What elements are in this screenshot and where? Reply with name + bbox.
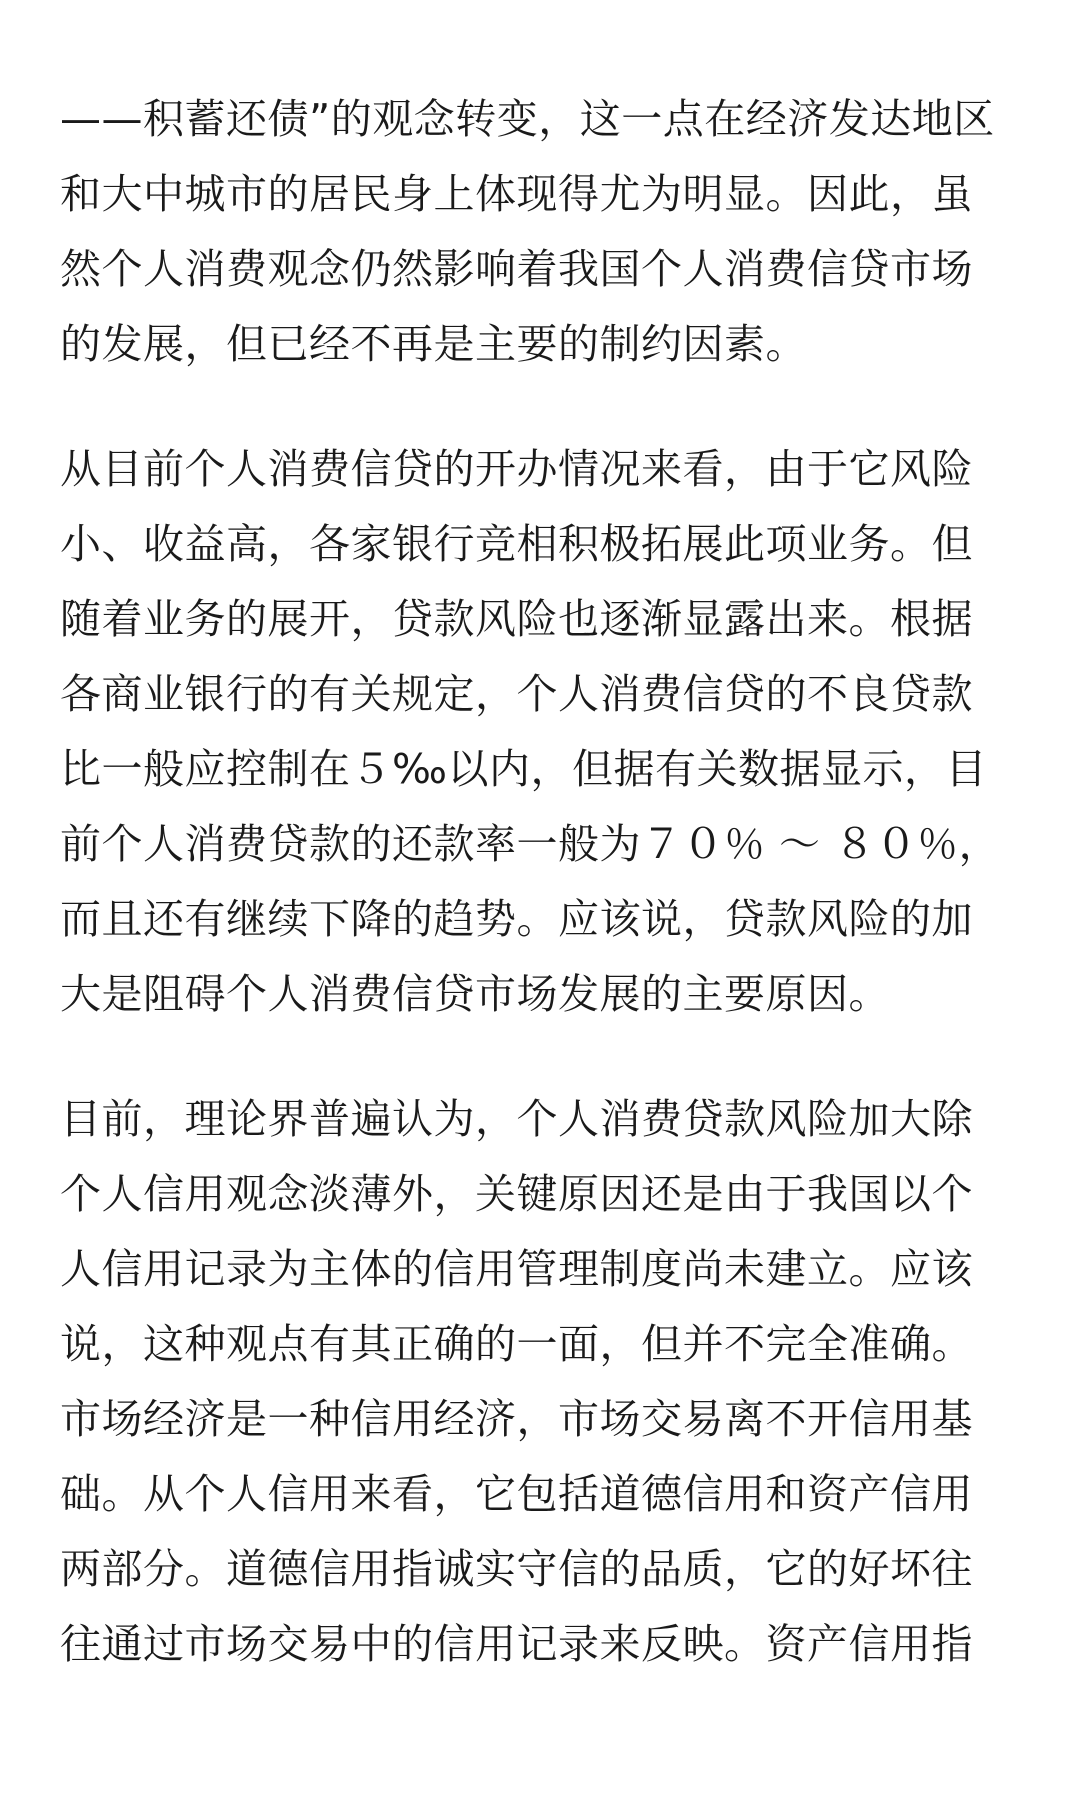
text-line: 前个人消费贷款的还款率一般为７０％ ～ ８０％， bbox=[60, 820, 1001, 868]
text-line: ——积蓄还债”的观念转变，这一点在经济发达地区 bbox=[60, 95, 995, 143]
text-line: 说，这种观点有其正确的一面，但并不完全准确。 bbox=[60, 1320, 973, 1368]
text-line: 和大中城市的居民身上体现得尤为明显。因此，虽 bbox=[60, 170, 973, 218]
text-line: 目前，理论界普遍认为，个人消费贷款风险加大除 bbox=[60, 1095, 973, 1143]
text-line: 比一般应控制在５‰以内，但据有关数据显示，目 bbox=[60, 745, 988, 793]
text-line: 大是阻碍个人消费信贷市场发展的主要原因。 bbox=[60, 970, 890, 1018]
text-line: 随着业务的展开，贷款风险也逐渐显露出来。根据 bbox=[60, 595, 973, 643]
text-line: 小、收益高，各家银行竞相积极拓展此项业务。但 bbox=[60, 520, 973, 568]
text-line: 人信用记录为主体的信用管理制度尚未建立。应该 bbox=[60, 1245, 973, 1293]
paragraph-3 bbox=[60, 1082, 1030, 1682]
text-line: 础。从个人信用来看，它包括道德信用和资产信用 bbox=[60, 1470, 973, 1518]
text-line: 从目前个人消费信贷的开办情况来看，由于它风险 bbox=[60, 445, 973, 493]
text-line: 的发展，但已经不再是主要的制约因素。 bbox=[60, 320, 807, 368]
text-line: 而且还有继续下降的趋势。应该说，贷款风险的加 bbox=[60, 895, 973, 943]
text-line: 市场经济是一种信用经济，市场交易离不开信用基 bbox=[60, 1395, 973, 1443]
paragraph-1 bbox=[60, 82, 1030, 382]
text-line: 往通过市场交易中的信用记录来反映。资产信用指 bbox=[60, 1620, 973, 1668]
text-line: 各商业银行的有关规定，个人消费信贷的不良贷款 bbox=[60, 670, 973, 718]
text-line: 个人信用观念淡薄外，关键原因还是由于我国以个 bbox=[60, 1170, 973, 1218]
text-line: 然个人消费观念仍然影响着我国个人消费信贷市场 bbox=[60, 245, 973, 293]
paragraph-2 bbox=[60, 432, 1030, 1032]
article-body bbox=[60, 82, 1030, 1682]
text-line: 两部分。道德信用指诚实守信的品质，它的好坏往 bbox=[60, 1545, 973, 1593]
